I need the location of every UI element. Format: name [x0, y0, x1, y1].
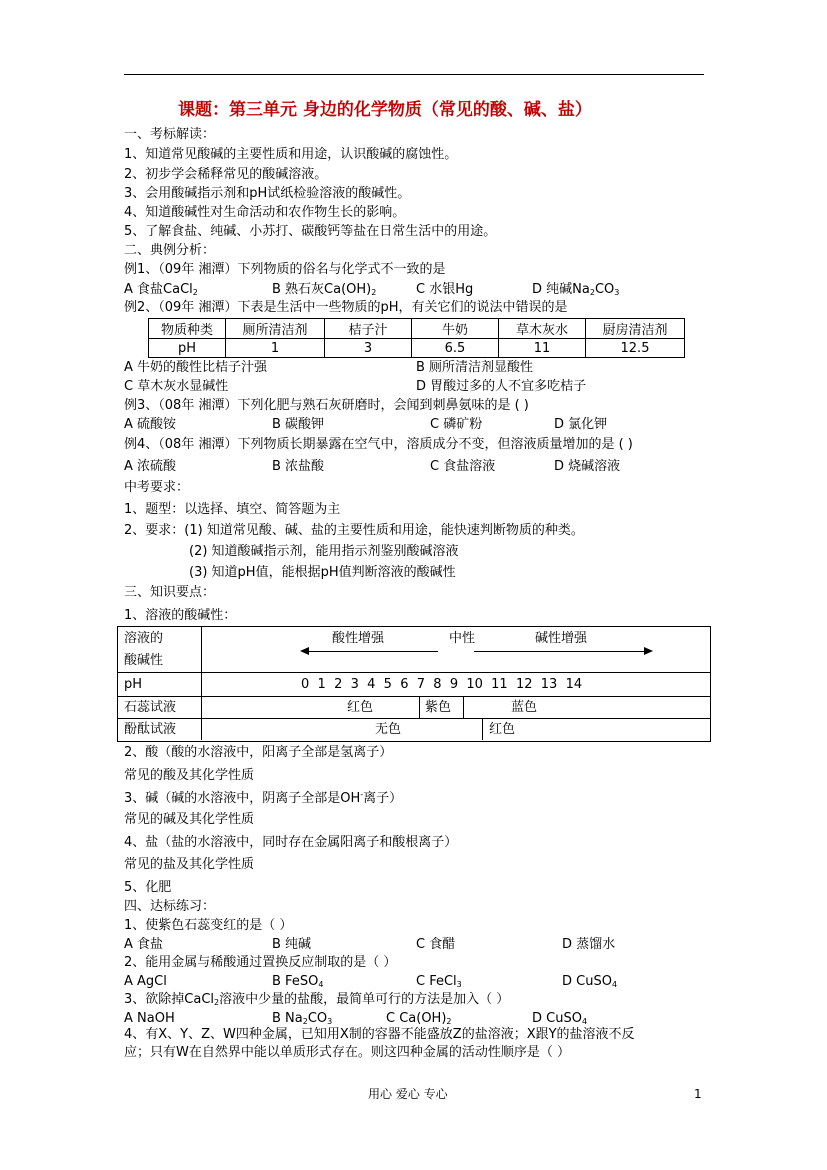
- table-cell: 11: [499, 339, 586, 358]
- table-header-cell: 物质种类: [149, 319, 226, 339]
- row-label: 石蕊试液: [124, 700, 177, 715]
- example-3-option-b: B 碳酸钾: [272, 417, 325, 432]
- question-3-option-c: C $Ca(OH)_2$: [386, 1011, 452, 1026]
- table-header-cell: 厨房清洁剂: [586, 319, 685, 339]
- question-1: 1、使紫色石蕊变红的是（ ）: [124, 918, 293, 933]
- example-2-option-d: D 胃酸过多的人不宜多吃桔子: [416, 379, 587, 394]
- row-label: 溶液的: [124, 631, 164, 646]
- section-4-heading: 四、达标练习：: [124, 899, 216, 914]
- question-1-option-a: A 食盐: [124, 937, 164, 952]
- row-label: pH: [124, 677, 143, 692]
- page-title: 课题：第三单元 身边的化学物质（常见的酸、碱、盐）: [178, 100, 592, 120]
- table-cell: 1: [226, 339, 325, 358]
- acid-arrow-line: [308, 651, 438, 652]
- table-header-cell: 牛奶: [412, 319, 499, 339]
- table-row: [149, 319, 685, 339]
- page-number: 1: [694, 1087, 702, 1101]
- example-1-option-b: B 熟石灰$Ca(OH)_2$: [272, 282, 377, 297]
- fertilizer-item: 5、化肥: [124, 880, 172, 895]
- question-2-option-c: C FeCl$_3$: [416, 974, 462, 989]
- question-1-option-c: C 食醋: [416, 937, 456, 952]
- subsection-title: 1、溶液的酸碱性：: [124, 608, 237, 623]
- base-stronger-label: 碱性增强: [535, 631, 588, 646]
- ph-table: [148, 318, 685, 358]
- divider: [482, 719, 483, 740]
- example-1-option-c: C 水银Hg: [416, 282, 474, 297]
- divider: [419, 697, 420, 718]
- exam-line: (3) 知道pH值，能根据pH值判断溶液的酸碱性: [189, 565, 456, 580]
- example-3-option-d: D 氯化钾: [554, 417, 608, 432]
- question-1-option-b: B 纯碱: [272, 937, 312, 952]
- example-2-option-c: C 草木灰水显碱性: [124, 379, 229, 394]
- exam-line: 1、题型：以选择、填空、简答题为主: [124, 502, 341, 517]
- base-definition: 3、碱（碱的水溶液中，阴离子全部是OH-离子）: [124, 790, 403, 806]
- row-label: 酸碱性: [124, 653, 164, 668]
- example-3-option-c: C 磷矿粉: [430, 417, 483, 432]
- list-item: 3、会用酸碱指示剂和pH试纸检验溶液的酸碱性。: [124, 186, 411, 201]
- section-1-heading: 一、考标解读：: [124, 127, 216, 142]
- exam-line: 2、要求：(1) 知道常见酸、碱、盐的主要性质和用途，能快速判断物质的种类。: [124, 523, 584, 538]
- salt-definition: 4、盐（盐的水溶液中，同时存在金属阳离子和酸根离子）: [124, 835, 458, 850]
- example-3-option-a: A 硫酸铵: [124, 417, 177, 432]
- question-2-option-d: D CuSO$_4$: [562, 974, 618, 989]
- question-3-option-a: A NaOH: [124, 1011, 175, 1026]
- example-2-option-b: B 厕所清洁剂显酸性: [416, 360, 534, 375]
- example-4-option-c: C 食盐溶液: [430, 459, 496, 474]
- example-2: 例2、（09年 湘潭）下表是生活中一些物质的pH，有关它们的说法中错误的是: [124, 300, 568, 315]
- arrow-right-icon: [644, 647, 653, 655]
- list-item: 5、了解食盐、纯碱、小苏打、碳酸钙等盐在日常生活中的用途。: [124, 224, 497, 239]
- exam-heading: 中考要求：: [124, 480, 190, 495]
- example-4: 例4、（08年 湘潭）下列物质长期暴露在空气中，溶质成分不变，但溶液质量增加的是 ( ): [124, 437, 633, 452]
- divider: [463, 697, 464, 718]
- question-1-option-d: D 蒸馏水: [562, 937, 616, 952]
- litmus-red: 红色: [347, 700, 374, 715]
- acid-stronger-label: 酸性增强: [332, 631, 385, 646]
- question-3-option-d: D CuSO$_4$: [532, 1011, 588, 1026]
- acid-properties: 常见的酸及其化学性质: [124, 768, 255, 783]
- row-label: 酚酞试液: [124, 722, 177, 737]
- exam-line: (2) 知道酸碱指示剂，能用指示剂鉴别酸碱溶液: [189, 544, 459, 559]
- example-1-option-d: D 纯碱$Na_2CO_3$: [532, 282, 620, 297]
- salt-properties: 常见的盐及其化学性质: [124, 857, 255, 872]
- divider: [117, 718, 710, 719]
- divider: [117, 696, 710, 697]
- table-cell: 3: [325, 339, 412, 358]
- divider: [201, 626, 202, 740]
- table-cell: pH: [149, 339, 226, 358]
- question-2-option-b: B FeSO$_4$: [272, 974, 324, 989]
- neutral-label: 中性: [449, 631, 476, 646]
- question-2-option-a: A AgCl: [124, 974, 167, 989]
- example-1: 例1、（09年 湘潭）下列物质的俗名与化学式不一致的是: [124, 262, 446, 277]
- section-3-heading: 三、知识要点：: [124, 585, 216, 600]
- list-item: 1、知道常见酸碱的主要性质和用途，认识酸碱的腐蚀性。: [124, 147, 458, 162]
- example-4-option-d: D 烧碱溶液: [554, 459, 621, 474]
- example-4-option-a: A 浓硫酸: [124, 459, 177, 474]
- section-2-heading: 二、典例分析：: [124, 243, 216, 258]
- example-3: 例3、（08年 湘潭）下列化肥与熟石灰研磨时，会闻到刺鼻氨味的是 ( ): [124, 398, 529, 413]
- table-header-cell: 厕所清洁剂: [226, 319, 325, 339]
- example-4-option-b: B 浓盐酸: [272, 459, 325, 474]
- litmus-blue: 蓝色: [511, 700, 538, 715]
- phenol-colorless: 无色: [375, 722, 402, 737]
- question-3: 3、欲除掉CaCl$_2$溶液中少量的盐酸，最简单可行的方法是加入（ ）: [124, 992, 510, 1007]
- table-row: [149, 339, 685, 358]
- table-header-cell: 桔子汁: [325, 319, 412, 339]
- phenol-red: 红色: [489, 722, 516, 737]
- example-2-option-a: A 牛奶的酸性比桔子汁强: [124, 360, 268, 375]
- example-1-option-a: A 食盐CaCl$_2$: [124, 282, 198, 297]
- page-footer: 用心 爱心 专心: [368, 1087, 448, 1101]
- question-2: 2、能用金属与稀酸通过置换反应制取的是（ ）: [124, 955, 397, 970]
- question-4-line-1: 4、有X、Y、Z、W四种金属，已知用X制的容器不能盛放Z的盐溶液；X跟Y的盐溶液不反: [124, 1027, 635, 1042]
- list-item: 2、初步学会稀释常见的酸碱溶液。: [124, 167, 328, 182]
- divider: [117, 672, 710, 673]
- table-header-cell: 草木灰水: [499, 319, 586, 339]
- question-3-option-b: B $Na_2CO_3$: [272, 1011, 333, 1026]
- acid-definition: 2、酸（酸的水溶液中，阳离子全部是氢离子）: [124, 745, 393, 760]
- base-arrow-line: [474, 651, 644, 652]
- litmus-purple: 紫色: [425, 700, 452, 715]
- arrow-left-icon: [300, 647, 309, 655]
- ph-scale: 0 1 2 3 4 5 6 7 8 9 10 11 12 13 14: [301, 677, 583, 692]
- header-rule: [124, 74, 704, 75]
- table-cell: 6.5: [412, 339, 499, 358]
- table-cell: 12.5: [586, 339, 685, 358]
- list-item: 4、知道酸碱性对生命活动和农作物生长的影响。: [124, 205, 406, 220]
- base-properties: 常见的碱及其化学性质: [124, 812, 255, 827]
- question-4-line-2: 应；只有W在自然界中能以单质形式存在。则这四种金属的活动性顺序是（ ）: [124, 1045, 570, 1060]
